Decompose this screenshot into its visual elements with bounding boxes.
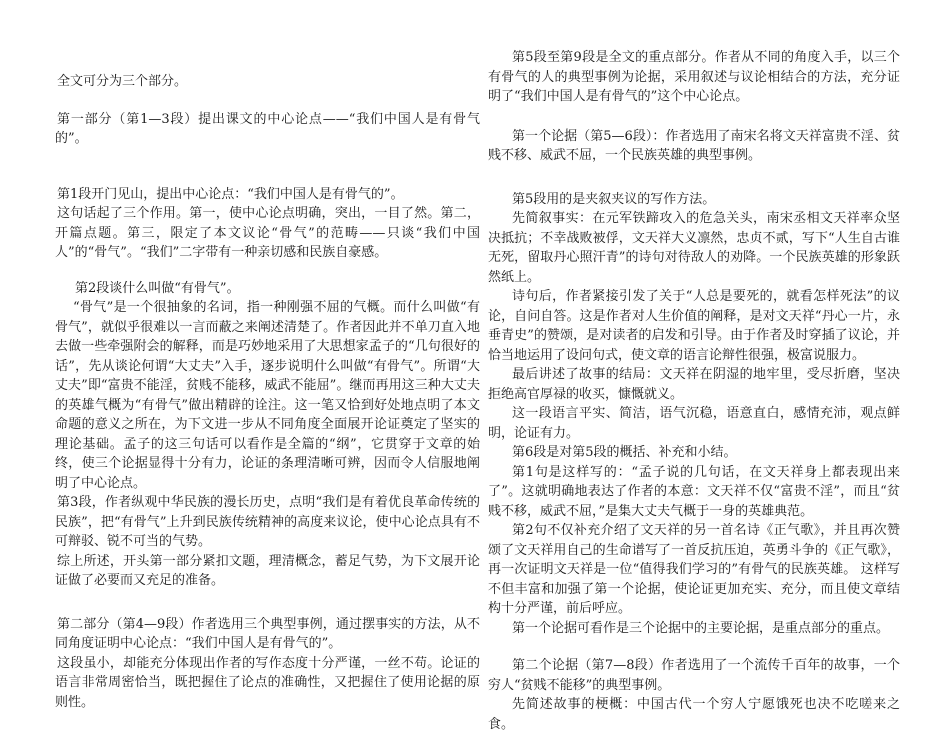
paragraph-language-style: 这一段语言平实、简洁，语气沉稳，语意直白，感情充沛，观点鲜明，论证有力。 <box>488 406 900 441</box>
paragraph-structure-intro: 全文可分为三个部分。 <box>57 74 188 89</box>
right-column <box>488 0 900 734</box>
paragraph-summary: 综上所述，开头第一部分紧扣文题，理清概念，蓄足气势，为下文展开论证做了必要而又充足的准备。 <box>55 553 480 588</box>
paragraph-first-argument: 第一个论据（第5—6段）：作者选用了南宋名将文天祥富贵不淫、贫贱不移、威武不屈，一个民族英雄的典型事例。 <box>488 128 900 163</box>
paragraph-main-argument: 第一个论据可看作是三个论据中的主要论据，是重点部分的重点。 <box>512 620 890 636</box>
paragraph-three-effects: 这句话起了三个作用。第一，使中心论点明确，突出，一目了然。第二，开篇点题。第三，限定了本文议论“骨气”的范畴——只谈“我们中国人”的“骨气”。“我们”二字带有一种亲切感和民族自豪感。 <box>55 206 480 260</box>
paragraph-part-two-heading: 第二部分（第4—9段）作者选用三个典型事例，通过摆事实的方法，从不同角度证明中心论点：“我们中国人是有骨气的”。 <box>55 616 480 651</box>
paragraph-part-two-note: 这段虽小，却能充分体现出作者的写作态度十分严谨，一丝不苟。论证的语言非常周密恰当，既把握住了论点的准确性，又把握住了使用论据的原则性。 <box>55 655 480 710</box>
left-column <box>55 0 480 712</box>
paragraph-first-section: 第1段开门见山，提出中心论点：“我们中国人是有骨气的”。 <box>57 186 404 202</box>
paragraph-bone-spirit: “骨气”是一个很抽象的名词，指一种刚强不屈的气概。而什么叫做“有骨气”，就似乎很难以一言而蔽之来阐述清楚了。作者因此并不单刀直入地去做一些牵强附会的解释，而是巧妙地采用了大思想家孟子的“几句很好的话”，先从谈论何谓“大丈夫”入手，逐步说明什么叫做“有骨气”。所谓“大丈夫”即“富贵不能淫，贫贱不能移，威武不能屈”。继而再用这三种大丈夫的英雄气概为“有骨气”做出精辟的诠注。这一笔又恰到好处地点明了本文命题的意义之所在，为下文进一步从不同角度全面展开论证奠定了坚实的理论基础。孟子的这三句话可以看作是全篇的“纲”，它贯穿于文章的始终，使三个论据显得十分有力，论证的条理清晰可辨，因而令人信服地阐明了中心论点。 <box>55 300 480 491</box>
paragraph-section-six: 第6段是对第5段的概括、补充和小结。 <box>512 445 737 460</box>
paragraph-poem-discussion: 诗句后，作者紧接引发了关于“人总是要死的，就看怎样死法”的议论，自问自答。这是作者对人生价值的阐释，是对文天祥“丹心一片，永垂青史”的赞颂，是对读者的启发和引导。由于作者及时穿插了议论，并恰当地运用了设问句式，使文章的语言论辩性很强，极富说服力。 <box>488 289 900 363</box>
paragraph-third-section: 第3段，作者纵观中华民族的漫长历史，点明“我们是有着优良革命传统的民族”，把“有骨气”上升到民族传统精神的高度来议论，使中心论点具有不可辩驳、锐不可当的气势。 <box>55 495 480 549</box>
paragraph-second-sentence: 第2句不仅补充介绍了文天祥的另一首名诗《正气歌》，并且再次赞颂了文天祥用自己的生命谱写了一首反抗压迫，英勇斗争的《正气歌》，再一次证明文天祥是一位“值得我们学习的”有骨气的民族英雄。 这样写不但丰富和加强了第一个论据，使论证更加充实、充分，而且使文章结构十分严谨，前后呼应。 <box>488 523 900 616</box>
paragraph-second-section: 第2段谈什么叫做“有骨气”。 <box>75 280 240 296</box>
paragraph-narrate-facts: 先简叙事实：在元军铁蹄攻入的危急关头，南宋丞相文天祥率众坚决抵抗；不幸战败被俘，文天祥大义凛然，忠贞不贰，写下“人生自古谁无死，留取丹心照汗青”的诗句对待敌人的劝降。一个民族英雄的形象跃然纸上。 <box>488 211 900 285</box>
paragraph-part-one-heading: 第一部分（第1—3段）提出课文的中心论点——“我们中国人是有骨气的”。 <box>55 111 480 146</box>
paragraph-story-ending: 最后讲述了故事的结局：文天祥在阴湿的地牢里，受尽折磨，坚决拒绝高官厚禄的收买，慷慨就义。 <box>488 367 900 402</box>
paragraph-key-sections: 第5段至第9段是全文的重点部分。作者从不同的角度入手，以三个有骨气的人的典型事例为论据，采用叙述与议论相结合的方法，充分证明了“我们中国人是有骨气的”这个中心论点。 <box>488 50 900 104</box>
paragraph-section-five-method: 第5段用的是夹叙夹议的写作方法。 <box>512 191 716 207</box>
paragraph-first-sentence: 第1句是这样写的：“孟子说的几句话，在文天祥身上都表现出来了”。这就明确地表达了作者的本意：文天祥不仅“富贵不淫”，而且“贫贱不移，威武不屈，”是集大丈夫气概于一身的英雄典范。 <box>488 464 900 519</box>
paragraph-story-outline: 先简述故事的梗概：中国古代一个穷人宁愿饿死也决不吃嗟来之食。 <box>488 697 900 732</box>
paragraph-second-argument: 第二个论据（第7—8段）作者选用了一个流传千百年的故事，一个穷人“贫贱不能移”的典型事例。 <box>488 658 900 693</box>
